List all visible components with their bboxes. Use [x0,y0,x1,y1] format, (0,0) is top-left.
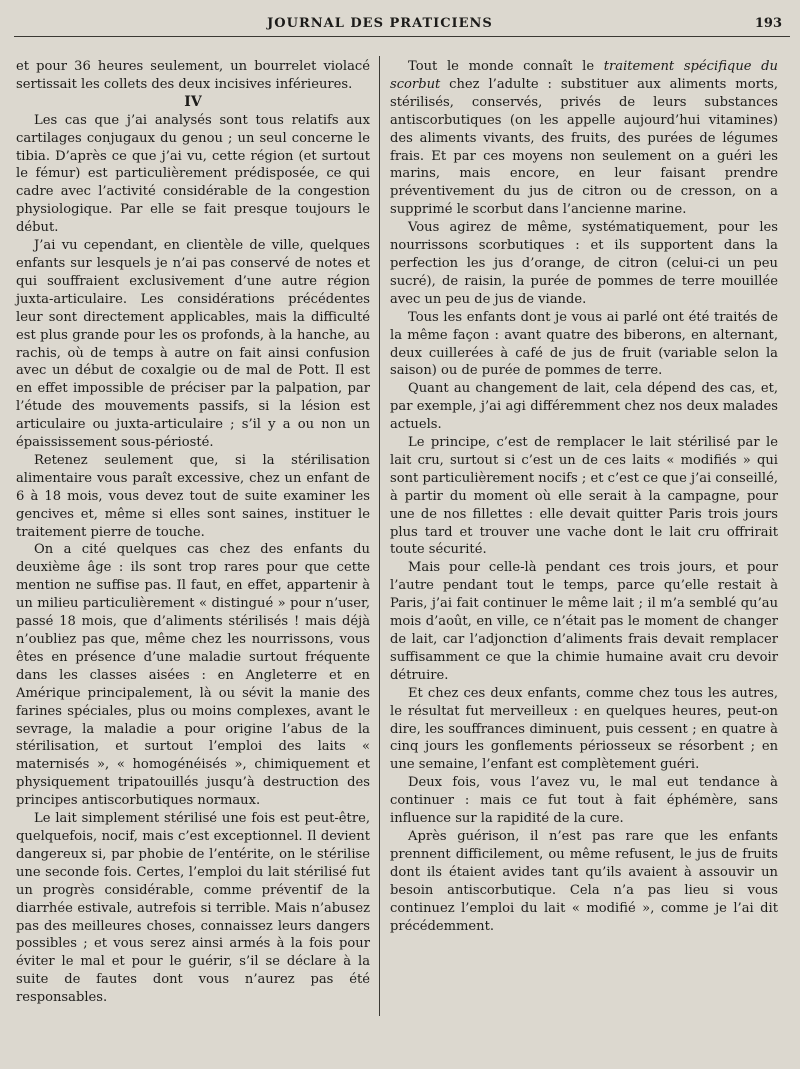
header-rule [14,36,790,37]
body-paragraph: Après guérison, il n’est pas rare que les enfants prennent difficilement, ou même refusent, le jus de fruits dont ils étaient avides tant qu’ils avaient à assouvir un besoin antiscorbutique. Cela n’a pas lieu si vous continuez l’emploi du lait « modifié », comme je l’ai dit précédemment. [390,828,778,934]
body-paragraph: Vous agirez de même, systématiquement, pour les nourrissons scorbutiques : et ils supportent dans la perfection les jus d’orange, de citron (celui-ci un peu sucré), de raisin, la purée de pommes de terre mouillée avec un peu de jus de viande. [390,220,778,307]
body-paragraph: Quant au changement de lait, cela dépend des cas, et, par exemple, j’ai agi différemment chez nos deux malades actuels. [390,381,778,433]
left-column [16,58,370,1007]
text-run: Tout le monde connaît le [408,59,604,74]
body-paragraph: J’ai vu cependant, en clientèle de ville, quelques enfants sur lesquels je n’ai pas conservé de notes et qui souffraient exclusivement d’une autre région juxta-articulaire. Les considérations précédentes leur sont directement applicables, mais la difficulté est plus grande pour les os profonds, à la hanche, au rachis, où de temps à autre on fait ainsi confusion avec un début de coxalgie ou de mal de Pott. Il est en effet impossible de préciser par la palpation, par l’étude des mouvements passifs, si la lésion est articulaire ou juxta-articulaire ; s’il y a ou non un épaississement sous-périosté. [16,238,370,451]
italic-phrase: traitement spécifique du scorbut [390,59,778,92]
body-paragraph: Et chez ces deux enfants, comme chez tous les autres, le résultat fut merveilleux : en quelques heures, peut-on dire, les souffrances diminuent, puis cessent ; en quatre à cinq jours les gonflements périosseux se résorbent ; en une semaine, l’enfant est complètement guéri. [390,685,778,773]
body-paragraph: Le principe, c’est de remplacer le lait stérilisé par le lait cru, surtout si c’est un de ces laits « modifiés » qui sont particulièrement nocifs ; et c’est ce que j’ai conseillé, à partir du moment où elle serait à la campagne, pour une de nos fillettes : elle devait quitter Paris trois jours plus tard et trouver une vache dont le lait cru offrirait toute sécurité. [390,435,778,558]
body-paragraph: Les cas que j’ai analysés sont tous relatifs aux cartilages conjugaux du genou ; un seul concerne le tibia. D’après ce que j’ai vu, cette région (et surtout le fémur) est particulièrement prédisposée, ce qui cadre avec l’activité considérable de la congestion physiologique. Par elle se fait presque toujours le début. [16,112,370,236]
text-run: chez l’adulte : substituer aux aliments morts, stérilisés, conservés, privés de leurs substances antiscorbutiques (on les appelle aujourd’hui vitamines) des aliments vivants, des fruits, des purées de légumes frais. Et par ces moyens non seulement on a guéri les marins, mais encore, en leur faisant prendre préventivement du jus de citron ou de cresson, on a supprimé le scorbut dans l’ancienne marine. [390,76,778,218]
body-paragraph: Le lait simplement stérilisé une fois est peut-être, quelquefois, nocif, mais c’est exceptionnel. Il devient dangereux si, par phobie de l’entérite, on le stérilise une seconde fois. Certes, l’emploi du lait stérilisé fut un progrès considérable, comme préventif de la diarrhée estivale, autrefois si terrible. Mais n’abusez pas des meilleures choses, connaissez leurs dangers possibles ; et vous serez ainsi armés à la fois pour éviter le mal et pour le guérir, s’il se déclare à la suite de fautes dont vous n’aurez pas été responsables. [16,811,370,1006]
section-heading: IV [184,93,202,110]
journal-title: JOURNAL DES PRATICIENS [267,16,493,31]
right-column [390,58,778,935]
continuation-paragraph: et pour 36 heures seulement, un bourrelet violacé sertissait les collets des deux incisives inférieures. [16,59,370,92]
column-divider [379,56,380,1016]
body-paragraph: Retenez seulement que, si la stérilisation alimentaire vous paraît excessive, chez un enfant de 6 à 18 mois, vous devez tout de suite examiner les gencives et, même si elles sont saines, instituer le traitement pierre de touche. [16,452,370,540]
body-paragraph: Deux fois, vous l’avez vu, le mal eut tendance à continuer : mais ce fut tout à fait éphémère, sans influence sur la rapidité de la cure. [390,775,778,827]
body-paragraph [390,58,778,219]
body-paragraph: Mais pour celle-là pendant ces trois jours, et pour l’autre pendant tout le temps, parce qu’elle restait à Paris, j’ai fait continuer le même lait ; il m’a semblé qu’au mois d’août, en ville, ce n’était pas le moment de changer de lait, car l’adjonction d’aliments frais devait remplacer suffisamment ce que la chimie humaine avait cru devoir détruire. [390,560,778,683]
body-paragraph: Tous les enfants dont je vous ai parlé ont été traités de la même façon : avant quatre des biberons, en alternant, deux cuillerées à café de jus de fruit (variable selon la saison) ou de purée de pommes de terre. [390,309,778,379]
body-paragraph: On a cité quelques cas chez des enfants du deuxième âge : ils sont trop rares pour que cette mention ne suffise pas. Il faut, en effet, appartenir à un milieu particulièrement « distingué » pour n’user, passé 18 mois, que d’aliments stérilisés ! mais déjà n’oubliez pas que, même chez les nourrissons, vous êtes en présence d’une maladie surtout fréquente dans les classes aisées : en Angleterre et en Amérique principalement, là ou sévit la manie des farines spéciales, plus ou moins complexes, avant le sevrage, la maladie a pour origine l’abus de la stérilisation, et surtout l’emploi des laits « maternisés », « homogénéisés », chimiquement et physiquement tripatouillés jusqu’à destruction des principes antiscorbutiques normaux. [16,542,370,809]
page-header [0,0,800,44]
page-number: 193 [754,16,782,31]
